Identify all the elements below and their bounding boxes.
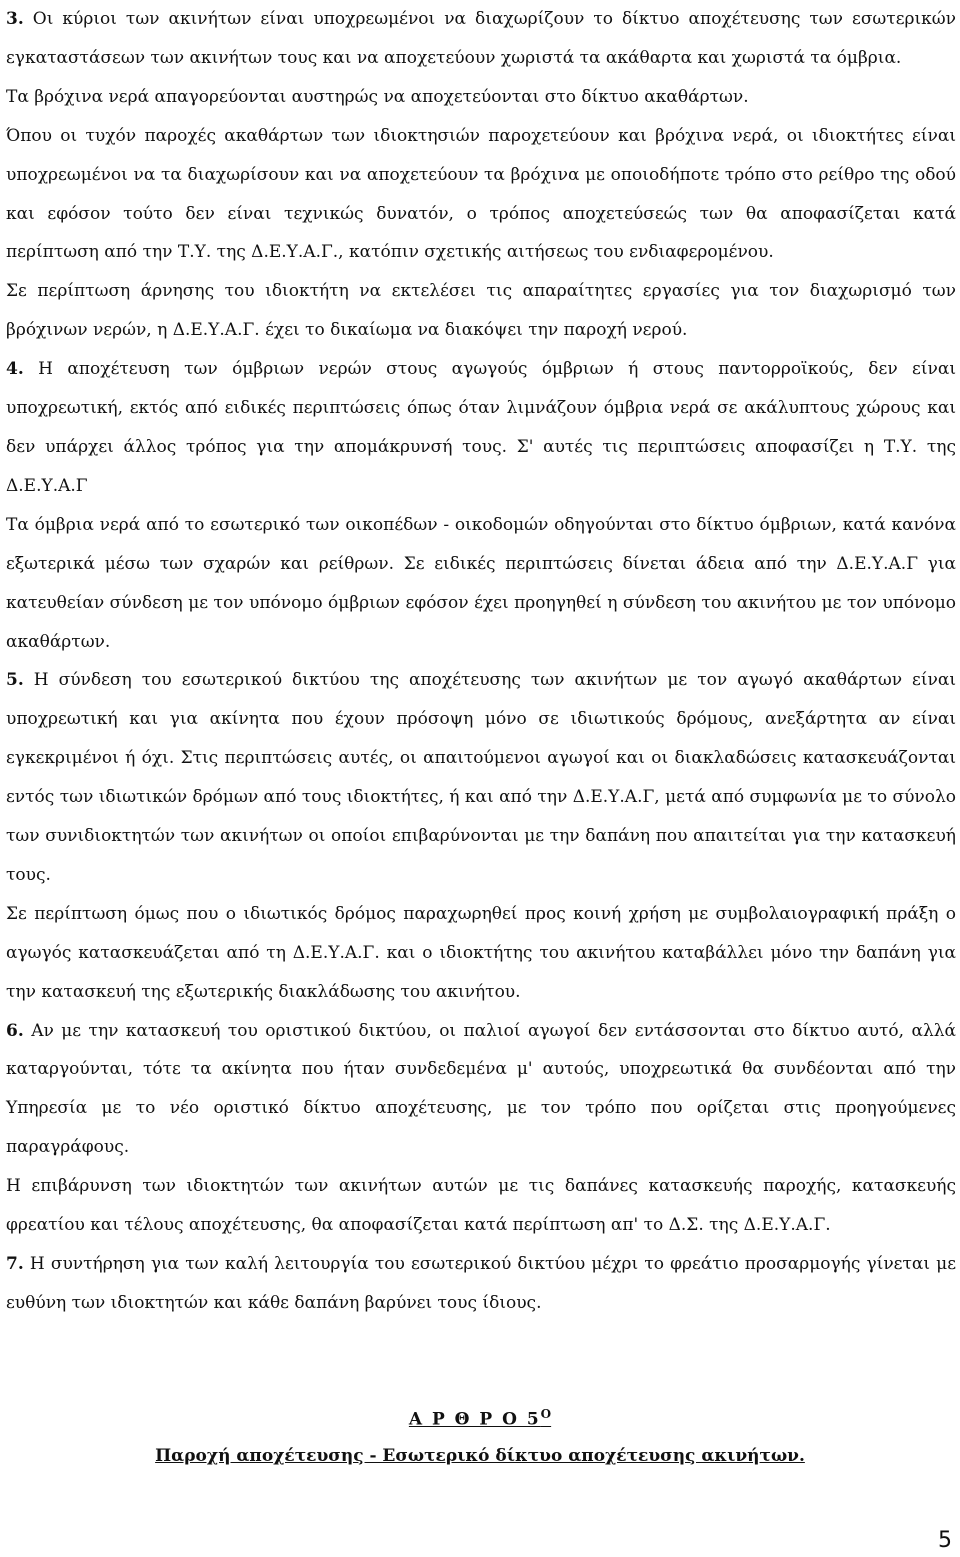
- paragraph-private-road: [6, 895, 956, 1012]
- paragraph-text: Τα βρόχινα νερά απαγορεύονται αυστηρώς να αποχετεύονται στο δίκτυο ακαθάρτων.: [6, 86, 749, 107]
- paragraph-5: [6, 661, 956, 894]
- paragraph-separation: [6, 117, 956, 273]
- paragraph-text: Αν με την κατασκευή του οριστικού δικτύου, οι παλιοί αγωγοί δεν εντάσσονται στο δίκτυο αυτό, αλλά καταργούνται, τότε τα ακίνητα που ήταν συνδεδεμένα μ' αυτούς, υποχρεωτικά θα συνδέονται από την Υπηρεσία με το νέο οριστικό δίκτυο αποχέτευσης, με τον τρόπο που ορίζεται στις προηγούμενες παραγράφους.: [6, 1020, 956, 1158]
- paragraph-number: 3.: [6, 9, 24, 29]
- paragraph-text: Όπου οι τυχόν παροχές ακαθάρτων των ιδιοκτησιών παροχετεύουν και βρόχινα νερά, οι ιδιοκτήτες είναι υποχρεωμένοι να τα διαχωρίσουν και να αποχετεύουν τα βρόχινα με οποιοδήποτε τρόπο στο ρείθρο της οδού και εφόσον τούτο δεν είναι τεχνικώς δυνατόν, ο τρόπος αποχετεύσεώς των θα αποφασίζεται κατά περίπτωση από την Τ.Υ. της Δ.Ε.Υ.Α.Γ., κατόπιν σχετικής αιτήσεως του ενδιαφερομένου.: [6, 125, 956, 263]
- paragraph-6: [6, 1012, 956, 1168]
- document-body: [6, 0, 956, 1323]
- paragraph-stormwater: [6, 506, 956, 662]
- paragraph-text: Οι κύριοι των ακινήτων είναι υποχρεωμένοι να διαχωρίζουν το δίκτυο αποχέτευσης των εσωτερικών εγκαταστάσεων των ακινήτων τους και να αποχετεύουν χωριστά τα ακάθαρτα και χωριστά τα όμβρια.: [6, 9, 956, 68]
- paragraph-number: 6.: [6, 1020, 24, 1041]
- paragraph-number: 7.: [6, 1254, 24, 1274]
- article-subtitle: Παροχή αποχέτευσης - Εσωτερικό δίκτυο αποχέτευσης ακινήτων.: [155, 1446, 805, 1466]
- paragraph-3: [6, 0, 956, 78]
- paragraph-text: Σε περίπτωση άρνησης του ιδιοκτήτη να εκτελέσει τις απαραίτητες εργασίες για τον διαχωρισμό των βρόχινων νερών, η Δ.Ε.Υ.Α.Γ. έχει το δικαίωμα να διακόψει την παροχή νερού.: [6, 281, 956, 341]
- paragraph-text: Η σύνδεση του εσωτερικού δικτύου της αποχέτευσης των ακινήτων με τον αγωγό ακαθάρτων είναι υποχρεωτική και για ακίνητα που έχουν πρόσοψη μόνο σε ιδιωτικούς δρόμους, ανεξάρτητα αν είναι εγκεκριμένοι ή όχι. Στις περιπτώσεις αυτές, οι απαιτούμενοι αγωγοί και οι διακλαδώσεις κατασκευάζονται εντός των ιδιωτικών δρόμων από τους ιδιοκτήτες, ή και από την Δ.Ε.Υ.Α.Γ, μετά από συμφωνία με το σύνολο των συνιδιοκτητών των ακινήτων οι οποίοι επιβαρύνονται με την δαπάνη που απαιτείται για την κατασκευή τους.: [6, 670, 956, 885]
- paragraph-charges: [6, 1167, 956, 1245]
- paragraph-text: Η αποχέτευση των όμβριων νερών στους αγωγούς όμβριων ή στους παντορροϊκούς, δεν είναι υποχρεωτική, εκτός από ειδικές περιπτώσεις όπως όταν λιμνάζουν όμβρια νερά σε ακάλυπτους χώρους και δεν υπάρχει άλλος τρόπος για την απομάκρυνσή τους. Σ' αυτές τις περιπτώσεις αποφασίζει η Τ.Υ. της Δ.Ε.Υ.Α.Γ: [6, 359, 957, 496]
- paragraph-text: Η συντήρηση για των καλή λειτουργία του εσωτερικού δικτύου μέχρι το φρεάτιο προσαρμογής γίνεται με ευθύνη των ιδιοκτητών και κάθε δαπάνη βαρύνει τους ίδιους.: [6, 1254, 956, 1313]
- paragraph-text: Η επιβάρυνση των ιδιοκτητών των ακινήτων αυτών με τις δαπάνες κατασκευής παροχής, κατασκευής φρεατίου και τέλους αποχέτευσης, θα αποφασίζεται κατά περίπτωση απ' το Δ.Σ. της Δ.Ε.Υ.Α.Γ.: [6, 1176, 956, 1236]
- article-title-text: Α Ρ Θ Ρ Ο 5: [408, 1409, 541, 1430]
- paragraph-rainwater-ban: [6, 78, 956, 117]
- paragraph-refusal: [6, 272, 956, 350]
- article-title: [0, 1407, 960, 1430]
- page-number: 5: [938, 1528, 952, 1553]
- paragraph-text: Τα όμβρια νερά από το εσωτερικό των οικοπέδων - οικοδομών οδηγούνται στο δίκτυο όμβριων, κατά κανόνα εξωτερικά μέσω των σχαρών και ρείθρων. Σε ειδικές περιπτώσεις δίνεται άδεια από την Δ.Ε.Υ.Α.Γ για κατευθείαν σύνδεση με τον υπόνομο όμβριων εφόσον έχει προηγηθεί η σύνδεση του ακινήτου με τον υπόνομο ακαθάρτων.: [6, 514, 956, 652]
- paragraph-number: 4.: [6, 359, 24, 380]
- article-title-superscript: Ο: [540, 1407, 552, 1421]
- paragraph-4: [6, 350, 956, 506]
- paragraph-text: Σε περίπτωση όμως που ο ιδιωτικός δρόμος παραχωρηθεί προς κοινή χρήση με συμβολαιογραφική πράξη ο αγωγός κατασκευάζεται από τη Δ.Ε.Υ.Α.Γ. και ο ιδιοκτήτης του ακινήτου καταβάλλει μόνο την δαπάνη για την κατασκευή της εξωτερικής διακλάδωσης του ακινήτου.: [6, 903, 956, 1002]
- paragraph-7: [6, 1245, 956, 1323]
- paragraph-number: 5.: [6, 670, 24, 691]
